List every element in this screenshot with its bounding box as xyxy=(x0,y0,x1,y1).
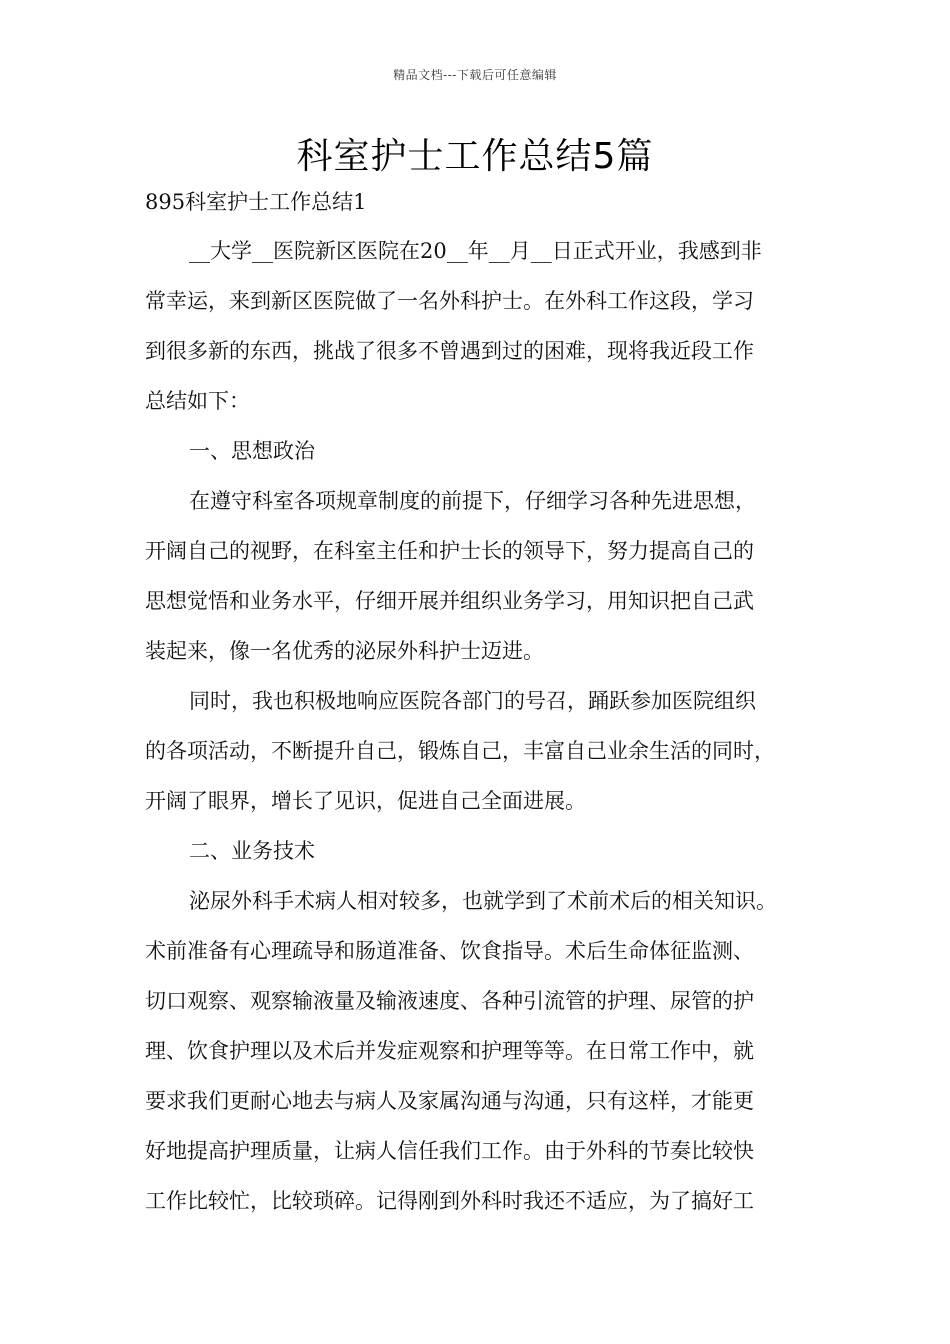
document-title: 科室护士工作总结5篇 xyxy=(296,136,654,177)
body-line: __大学__医院新区医院在20__年__月__日正式开业，我感到非 xyxy=(189,239,762,263)
body-line: 理、饮食护理以及术后并发症观察和护理等等。在日常工作中，就 xyxy=(145,1039,754,1063)
body-line: 装起来，像一名优秀的泌尿外科护士迈进。 xyxy=(145,639,544,663)
section-heading: 895科室护士工作总结1 xyxy=(145,190,367,214)
body-line: 常幸运，来到新区医院做了一名外科护士。在外科工作这段，学习 xyxy=(145,289,754,313)
header-note: 精品文档---下载后可任意编辑 xyxy=(393,68,557,82)
body-line: 同时，我也积极地响应医院各部门的号召，踊跃参加医院组织 xyxy=(189,689,756,713)
body-line: 到很多新的东西，挑战了很多不曾遇到过的困难，现将我近段工作 xyxy=(145,339,754,363)
body-line: 的各项活动，不断提升自己，锻炼自己，丰富自己业余生活的同时， xyxy=(145,739,775,763)
document-body xyxy=(145,226,825,1226)
body-line: 开阔了眼界，增长了见识，促进自己全面进展。 xyxy=(145,789,586,813)
body-line: 切口观察、观察输液量及输液速度、各种引流管的护理、尿管的护 xyxy=(145,989,754,1013)
body-line: 好地提高护理质量，让病人信任我们工作。由于外科的节奏比较快 xyxy=(145,1139,754,1163)
body-line: 思想觉悟和业务水平，仔细开展并组织业务学习，用知识把自己武 xyxy=(145,589,754,613)
body-line: 总结如下： xyxy=(145,389,250,413)
body-line: 开阔自己的视野，在科室主任和护士长的领导下，努力提高自己的 xyxy=(145,539,754,563)
subheading-line: 二、业务技术 xyxy=(189,839,315,863)
body-line: 术前准备有心理疏导和肠道准备、饮食指导。术后生命体征监测、 xyxy=(145,939,754,963)
body-line: 在遵守科室各项规章制度的前提下，仔细学习各种先进思想， xyxy=(189,489,756,513)
body-line: 工作比较忙，比较琐碎。记得刚到外科时我还不适应，为了搞好工 xyxy=(145,1189,754,1213)
subheading-line: 一、思想政治 xyxy=(189,439,315,463)
body-line: 泌尿外科手术病人相对较多，也就学到了术前术后的相关知识。 xyxy=(189,889,777,913)
body-line: 要求我们更耐心地去与病人及家属沟通与沟通，只有这样，才能更 xyxy=(145,1089,754,1113)
